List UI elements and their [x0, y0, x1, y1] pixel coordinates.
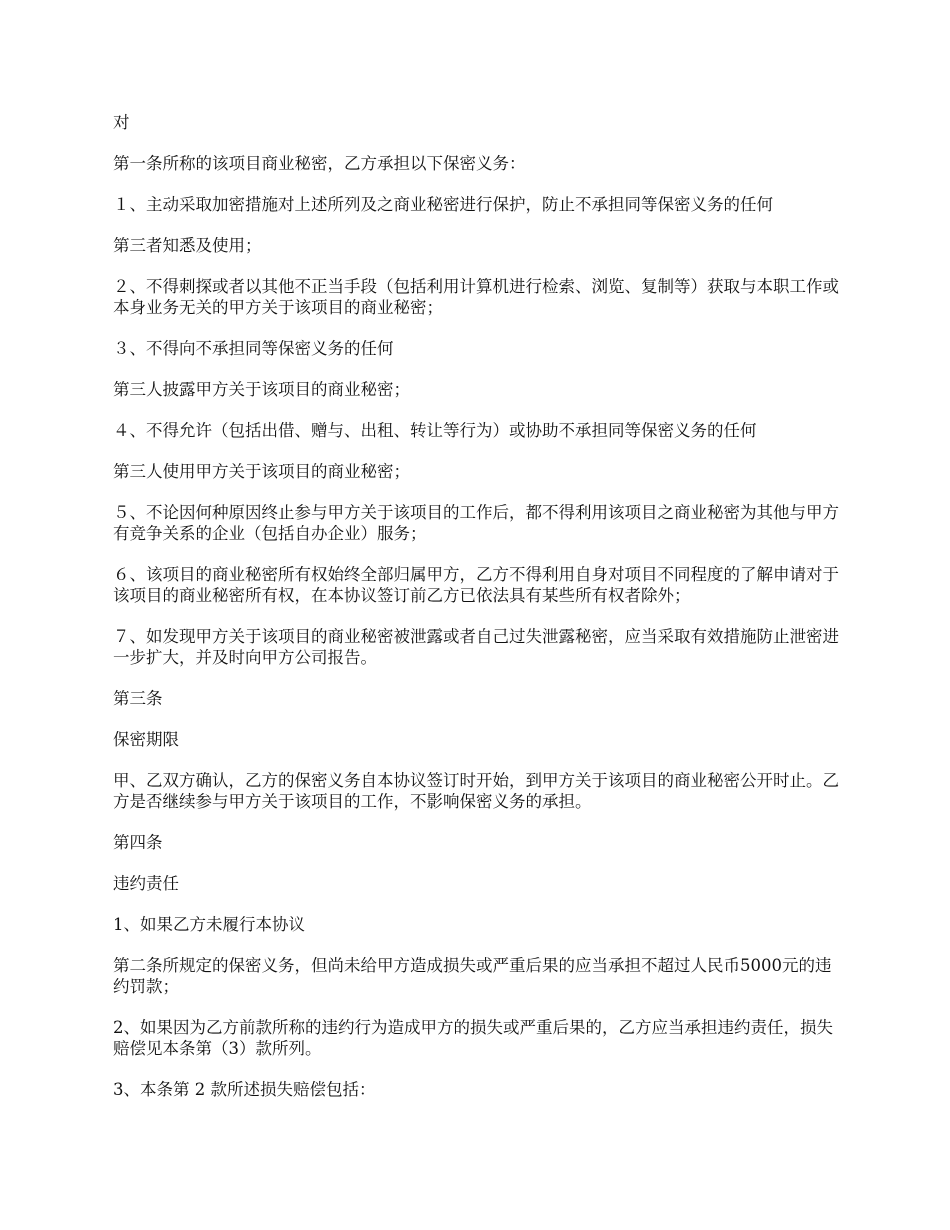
paragraph-liability-3: 3、本条第 2 款所述损失赔偿包括： [113, 1080, 376, 1099]
paragraph-item-5: ５、不论因何种原因终止参与甲方关于该项目的工作后，都不得利用该项目之商业秘密为其他与甲方有竞争关系的企业（包括自办企业）服务； [113, 503, 839, 543]
section-title-breach-liability: 违约责任 [113, 874, 179, 893]
paragraph-item-3: ３、不得向不承担同等保密义务的任何 [113, 339, 394, 358]
paragraph-item-1: １、主动采取加密措施对上述所列及之商业秘密进行保护，防止不承担同等保密义务的任何 [113, 195, 773, 214]
section-title-confidentiality-period: 保密期限 [113, 730, 179, 749]
paragraph-item-1-cont: 第三者知悉及使用； [113, 236, 262, 255]
document-body [113, 112, 843, 1120]
paragraph-item-2: ２、不得刺探或者以其他不正当手段（包括利用计算机进行检索、浏览、复制等）获取与本职工作或本身业务无关的甲方关于该项目的商业秘密； [113, 277, 839, 317]
section-heading-article-3: 第三条 [113, 689, 163, 708]
paragraph-item-4-cont: 第三人使用甲方关于该项目的商业秘密； [113, 462, 410, 481]
paragraph-item-4: ４、不得允许（包括出借、赠与、出租、转让等行为）或协助不承担同等保密义务的任何 [113, 421, 757, 440]
paragraph-item-6: ６、该项目的商业秘密所有权始终全部归属甲方，乙方不得利用自身对项目不同程度的了解申请对于该项目的商业秘密所有权，在本协议签订前乙方已依法具有某些所有权者除外； [113, 565, 839, 605]
section-heading-article-4: 第四条 [113, 833, 163, 852]
paragraph-continuation: 对 [113, 113, 130, 132]
paragraph-obligations-intro: 第一条所称的该项目商业秘密，乙方承担以下保密义务： [113, 154, 526, 173]
paragraph-item-7: ７、如发现甲方关于该项目的商业秘密被泄露或者自己过失泄露秘密，应当采取有效措施防止泄密进一步扩大，并及时向甲方公司报告。 [113, 627, 839, 667]
paragraph-liability-1-cont: 第二条所规定的保密义务，但尚未给甲方造成损失或严重后果的应当承担不超过人民币5000元的违约罚款； [113, 956, 832, 996]
paragraph-liability-1: 1、如果乙方未履行本协议 [113, 915, 305, 934]
paragraph-confidentiality-period: 甲、乙双方确认，乙方的保密义务自本协议签订时开始，到甲方关于该项目的商业秘密公开时止。乙方是否继续参与甲方关于该项目的工作，不影响保密义务的承担。 [113, 771, 839, 811]
paragraph-liability-2: 2、如果因为乙方前款所称的违约行为造成甲方的损失或严重后果的，乙方应当承担违约责任，损失赔偿见本条第（3）款所列。 [113, 1018, 833, 1058]
paragraph-item-3-cont: 第三人披露甲方关于该项目的商业秘密； [113, 380, 410, 399]
